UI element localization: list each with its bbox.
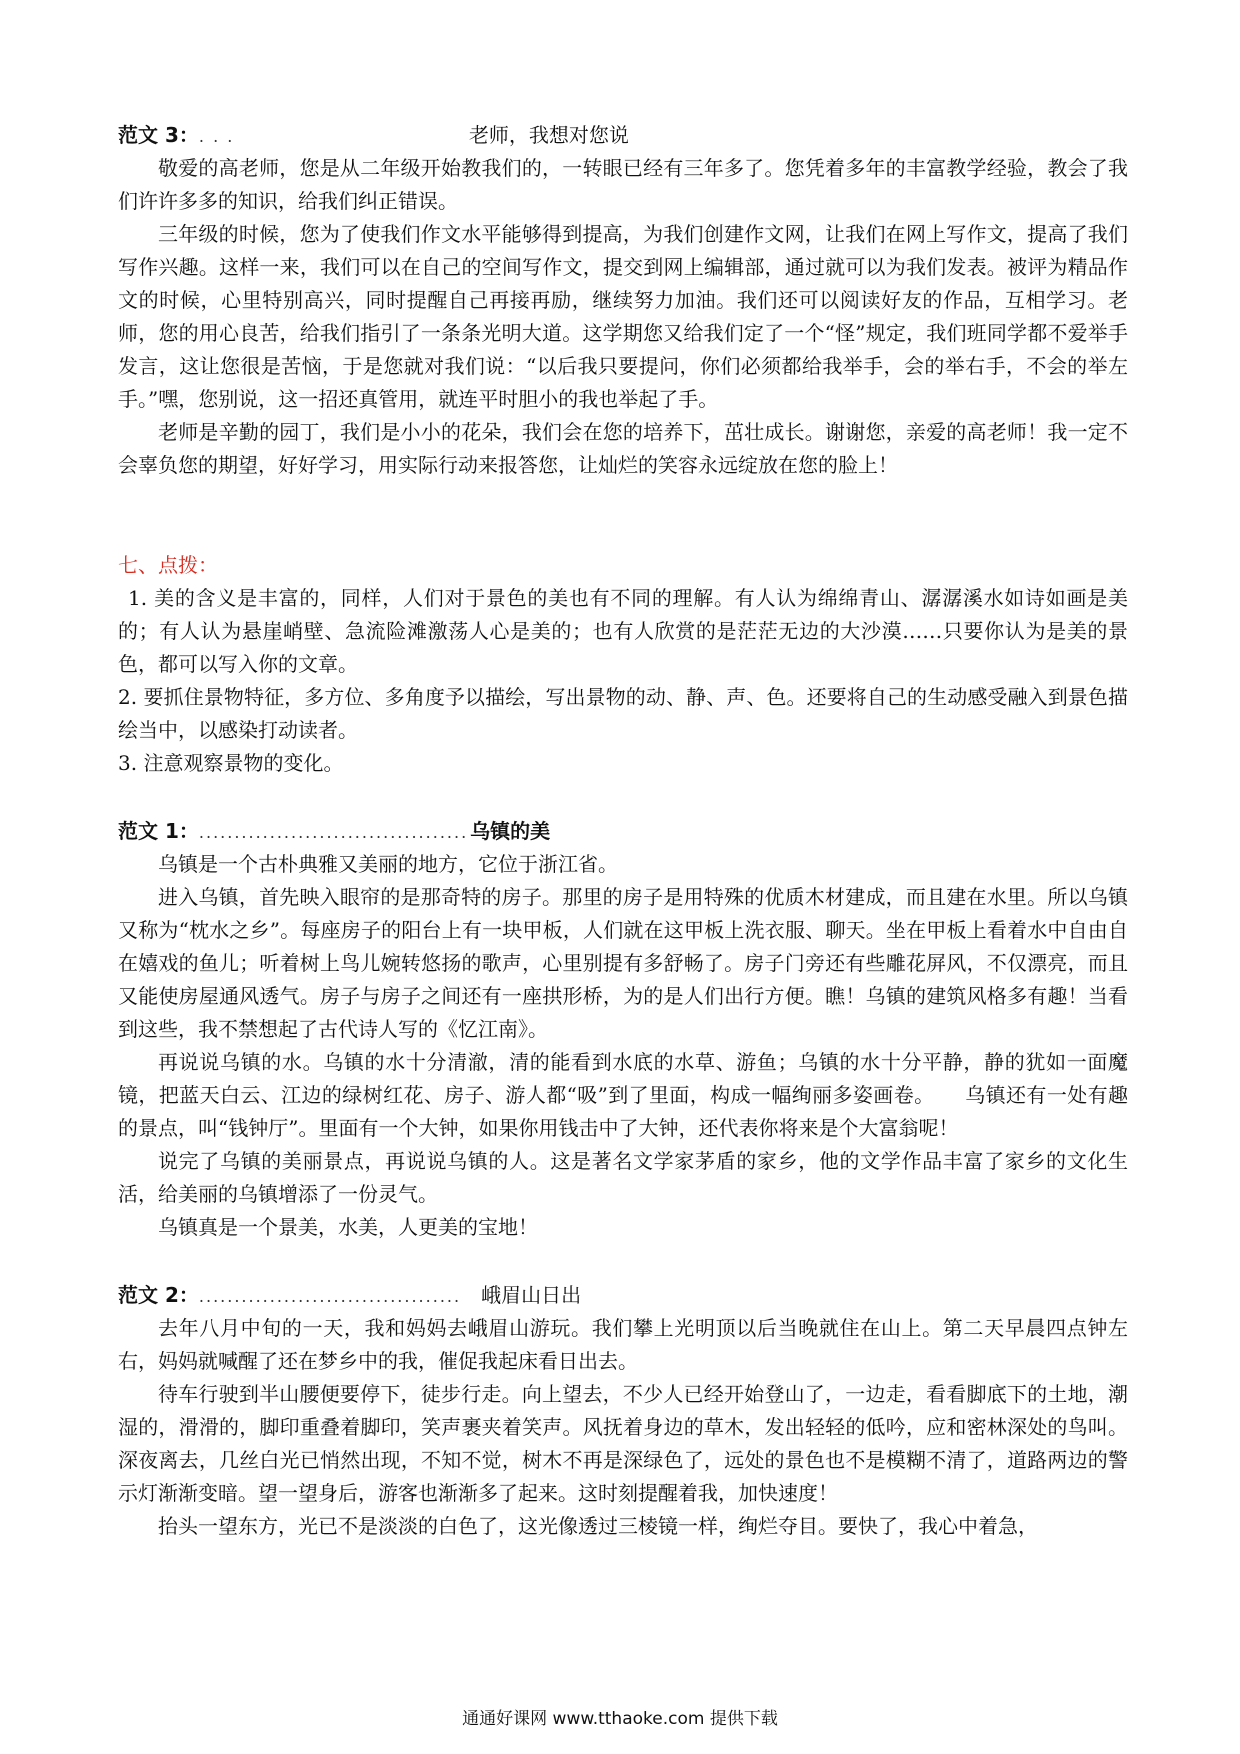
essay-2-title: 峨眉山日出 xyxy=(481,1283,582,1307)
tips-heading: 七、点拨： xyxy=(118,553,218,577)
essay-1-paragraph: 进入乌镇，首先映入眼帘的是那奇特的房子。那里的房子是用特殊的优质木材建成，而且建在水里。所以乌镇又称为“枕水之乡”。每座房子的阳台上有一块甲板，人们就在这甲板上洗衣服、聊天。坐在甲板上看着水中自由自在嬉戏的鱼儿；听着树上鸟儿婉转悠扬的歌声，心里别提有多舒畅了。房子门旁还有些雕花屏风，不仅漂亮，而且又能使房屋通风透气。房子与房子之间还有一座拱形桥，为的是人们出行方便。瞧！乌镇的建筑风格多有趣！当看到这些，我不禁想起了古代诗人写的《忆江南》。 xyxy=(118,885,1128,1041)
essay-1-paragraph: 再说说乌镇的水。乌镇的水十分清澈，清的能看到水底的水草、游鱼；乌镇的水十分平静，静的犹如一面魔镜，把蓝天白云、江边的绿树红花、房子、游人都“吸”到了里面，构成一幅绚丽多姿画卷。 乌镇还有一处有趣的景点，叫“钱钟厅”。里面有一个大钟，如果你用钱击中了大钟，还代表你将来是个大富翁呢！ xyxy=(118,1050,1128,1140)
essay-2-label: 范文 2： xyxy=(118,1283,199,1307)
essay-2-paragraph: 抬头一望东方，光已不是淡淡的白色了，这光像透过三棱镜一样，绚烂夺目。要快了，我心中着急， xyxy=(158,1514,1038,1538)
document-page xyxy=(118,118,1128,1543)
essay-1 xyxy=(118,814,1128,1244)
essay-1-label: 范文 1： xyxy=(118,819,199,843)
essay-1-paragraph: 乌镇是一个古朴典雅又美丽的地方，它位于浙江省。 xyxy=(158,852,618,876)
tips-item: 1. 美的含义是丰富的，同样，人们对于景色的美也有不同的理解。有人认为绵绵青山、潺潺溪水如诗如画是美的；有人认为悬崖峭壁、急流险滩激荡人心是美的；也有人欣赏的是茫茫无边的大沙漠……只要你认为是美的景色，都可以写入你的文章。 xyxy=(118,586,1128,676)
essay-3-paragraph: 敬爱的高老师，您是从二年级开始教我们的，一转眼已经有三年多了。您凭着多年的丰富教学经验，教会了我们许许多多的知识，给我们纠正错误。 xyxy=(118,156,1128,213)
essay-3-heading xyxy=(118,118,1128,152)
essay-2-paragraph: 待车行驶到半山腰便要停下，徒步行走。向上望去，不少人已经开始登山了，一边走，看看脚底下的土地，潮湿的，滑滑的，脚印重叠着脚印，笑声裹夹着笑声。风抚着身边的草木，发出轻轻的低吟，应和密林深处的鸟叫。深夜离去，几丝白光已悄然出现，不知不觉，树木不再是深绿色了，远处的景色也不是模糊不清了，道路两边的警示灯渐渐变暗。望一望身后，游客也渐渐多了起来。这时刻提醒着我，加快速度！ xyxy=(118,1382,1128,1505)
essay-2-dots: ..................................... xyxy=(198,1287,462,1306)
essay-3-paragraph: 老师是辛勤的园丁，我们是小小的花朵，我们会在您的培养下，茁壮成长。谢谢您，亲爱的高老师！我一定不会辜负您的期望，好好学习，用实际行动来报答您，让灿烂的笑容永远绽放在您的脸上！ xyxy=(118,420,1128,477)
tips-item: 3. 注意观察景物的变化。 xyxy=(118,751,344,775)
essay-3 xyxy=(118,118,1128,482)
essay-1-paragraph: 说完了乌镇的美丽景点，再说说乌镇的人。这是著名文学家茅盾的家乡，他的文学作品丰富了家乡的文化生活，给美丽的乌镇增添了一份灵气。 xyxy=(118,1149,1128,1206)
tips-item: 2. 要抓住景物特征，多方位、多角度予以描绘，写出景物的动、静、声、色。还要将自己的生动感受融入到景色描绘当中，以感染打动读者。 xyxy=(118,685,1128,742)
essay-2 xyxy=(118,1278,1128,1543)
essay-3-title: 老师，我想对您说 xyxy=(468,123,629,147)
tips-section xyxy=(118,548,1128,780)
essay-3-label: 范文 3： xyxy=(118,123,199,147)
essay-1-paragraph: 乌镇真是一个景美，水美，人更美的宝地！ xyxy=(158,1215,538,1239)
essay-2-paragraph: 去年八月中旬的一天，我和妈妈去峨眉山游玩。我们攀上光明顶以后当晚就住在山上。第二天早晨四点钟左右，妈妈就喊醒了还在梦乡中的我，催促我起床看日出去。 xyxy=(118,1316,1128,1373)
essay-1-dots: ...................................... xyxy=(198,823,469,842)
essay-2-heading xyxy=(118,1278,1128,1312)
essay-1-title: 乌镇的美 xyxy=(470,819,551,843)
essay-3-paragraph: 三年级的时候，您为了使我们作文水平能够得到提高，为我们创建作文网，让我们在网上写作文，提高了我们写作兴趣。这样一来，我们可以在自己的空间写作文，提交到网上编辑部，通过就可以为我们发表。被评为精品作文的时候，心里特别高兴，同时提醒自己再接再励，继续努力加油。我们还可以阅读好友的作品，互相学习。老师，您的用心良苦，给我们指引了一条条光明大道。这学期您又给我们定了一个“怪”规定，我们班同学都不爱举手发言，这让您很是苦恼，于是您就对我们说：“以后我只要提问，你们必须都给我举手，会的举右手，不会的举左手。”嘿，您别说，这一招还真管用，就连平时胆小的我也举起了手。 xyxy=(118,222,1128,411)
essay-1-heading xyxy=(118,814,1128,848)
page-footer: 通通好课网 www.tthaoke.com 提供下载 xyxy=(462,1709,778,1729)
essay-3-dots: . . . xyxy=(198,127,235,146)
